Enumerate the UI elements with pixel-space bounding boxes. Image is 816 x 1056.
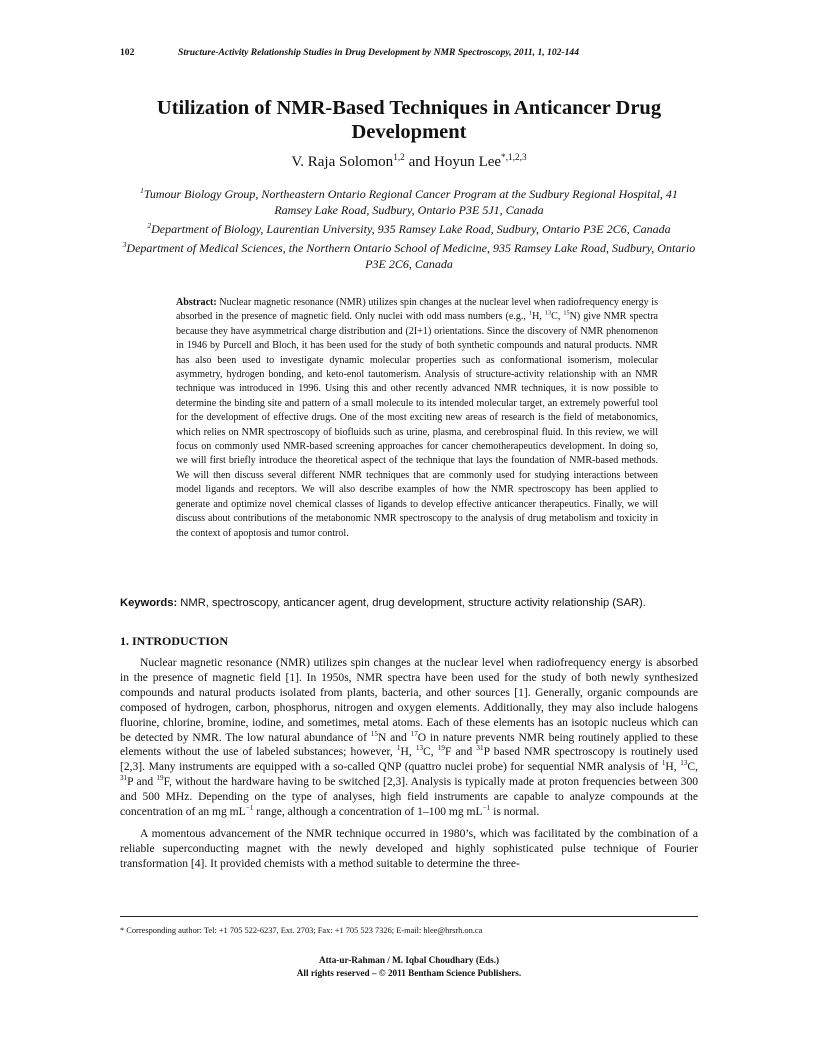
corresponding-author-footnote: * Corresponding author: Tel: +1 705 522-6237, Ext. 2703; Fax: +1 705 523 7326; E-mail: hlee@hrsrh.on.ca xyxy=(120,926,483,935)
affiliation-3: $^3$Department of Medical Sciences, the Northern Ontario School of Medicine, 935 Ramsey Lake Road, Sudbury, Ontario P3E 2C6, Canada xyxy=(122,240,696,271)
affiliations xyxy=(120,186,698,275)
section-heading-introduction: 1. INTRODUCTION xyxy=(120,634,229,648)
abstract-label: Abstract: xyxy=(176,297,217,308)
intro-paragraph-2: A momentous advancement of the NMR technique occurred in 1980’s, which was facilitated by the combination of a reliable superconducting magnet with the newly developed and highly sophisticated pulse technique of Fourier transformation [4]. It provided chemists with a method suitable to determine the three- xyxy=(120,827,698,870)
journal-title: Structure-Activity Relationship Studies in Drug Development by NMR Spectroscopy, 2011, 1, 102-144 xyxy=(178,47,580,58)
page-footer xyxy=(120,954,698,980)
introduction-body xyxy=(120,656,698,879)
author-1: V. Raja Solomon xyxy=(291,154,394,170)
footer-rights: All rights reserved – © 2011 Bentham Science Publishers. xyxy=(296,968,522,978)
keywords-label: Keywords: xyxy=(120,597,178,609)
affiliation-1: $^1$Tumour Biology Group, Northeastern Ontario Regional Cancer Program at the Sudbury Regional Hospital, 41 Ramsey Lake Road, Sudbury, Ontario P3E 5J1, Canada xyxy=(140,186,678,217)
author-2: Hoyun Lee xyxy=(433,154,502,170)
affiliation-2: $^2$Department of Biology, Laurentian University, 935 Ramsey Lake Road, Sudbury, Ontario P3E 2C6, Canada xyxy=(147,221,671,236)
footer-editors: Atta-ur-Rahman / M. Iqbal Choudhary (Eds.) xyxy=(318,955,500,965)
intro-paragraph-1: Nuclear magnetic resonance (NMR) utilizes spin changes at the nuclear level when radiofrequency energy is absorbed in the presence of magnetic field [1]. In 1950s, NMR spectra have been used for the study of both newly synthesized compounds and natural products isolated from plants, bacteria, and other sources [1]. Generally, organic compounds are composed of hydrogen, carbon, phosphorus, nitrogen and oxygen elements. Additionally, they may also include halogens fluorine, chlorine, bromine, iodine, and sometimes, metal atoms. Each of these elements has an isotopic nucleus which can be detected by NMR. The low natural abundance of $^{15}$N and $^{17}$O in nature prevents NMR being routinely applied to these elements without the use of labeled substances; however, $^1$H, $^{13}$C, $^{19}$F and $^{31}$P based NMR spectroscopy is routinely used [2,3]. Many instruments are equipped with a so-called QNP (quattro nuclei probe) for sequential NMR analysis of $^1$H, $^{13}$C, $^{31}$P and $^{19}$F, without the hardware having to be switched [2,3]. Analysis is typically made at proton frequencies between 300 and 500 MHz. Depending on the type of analyses, high field instruments are capable to analyze compounds at the concentration of an mg $mL^{-1}$ range, although a concentration of 1–100 mg $mL^{-1}$ is normal. xyxy=(120,657,698,819)
page-number: 102 xyxy=(120,47,135,58)
keywords: Keywords: NMR, spectroscopy, anticancer agent, drug development, structure activity relationship (SAR). xyxy=(120,597,646,609)
paper-title: Utilization of NMR-Based Techniques in Anticancer Drug Development xyxy=(156,97,662,143)
running-header xyxy=(120,47,700,58)
author-line: V. Raja Solomon$^{1,2}$ and Hoyun Lee$^{*,1,2,3}$ xyxy=(291,153,527,170)
abstract: Abstract: Nuclear magnetic resonance (NMR) utilizes spin changes at the nuclear level when radiofrequency energy is absorbed in the presence of magnetic field. Only nuclei with odd mass numbers (e.g., $^1$H, $^{13}$C, $^{15}$N) give NMR spectra because they have asymmetrical charge distribution and (2I+1) orientations. Since the discovery of NMR phenomenon in 1946 by Purcell and Bloch, it has been used for the study of both synthetic compounds and natural products. NMR has also been used to investigate dynamic molecular properties such as conformational isomerism, molecular asymmetry, hydrogen bonding, and keto-enol tautomerism. Analysis of structure-activity relationship with an NMR technique was introduced in 1996. Using this and other recently advanced NMR techniques, it is now possible to determine the binding site and pattern of a small molecule to its intended molecular target, an extremely powerful tool for the development of effective drugs. One of the most exciting new areas of research is the field of metabonomics, which relies on NMR spectroscopy of biofluids such as urine, plasma, and cerebrospinal fluid. In this review, we will focus on commonly used NMR-based screening approaches for cancer chemotherapeutics development. In doing so, we will first briefly introduce the theoretical aspect of the technique that lays the foundation of NMR-based methods. We will then discuss several different NMR techniques that are commonly used for studying interactions between model ligands and receptors. We will also describe examples of how the NMR spectroscopy has been applied to generate and optimize novel chemical classes of ligands to develop effective anticancer therapeutics. Finally, we will discuss about contributions of the metabonomic NMR spectroscopy to the analysis of drug metabolism and toxicity in the context of apoptosis and tumor control. xyxy=(176,297,659,539)
footnote-divider xyxy=(120,916,698,917)
